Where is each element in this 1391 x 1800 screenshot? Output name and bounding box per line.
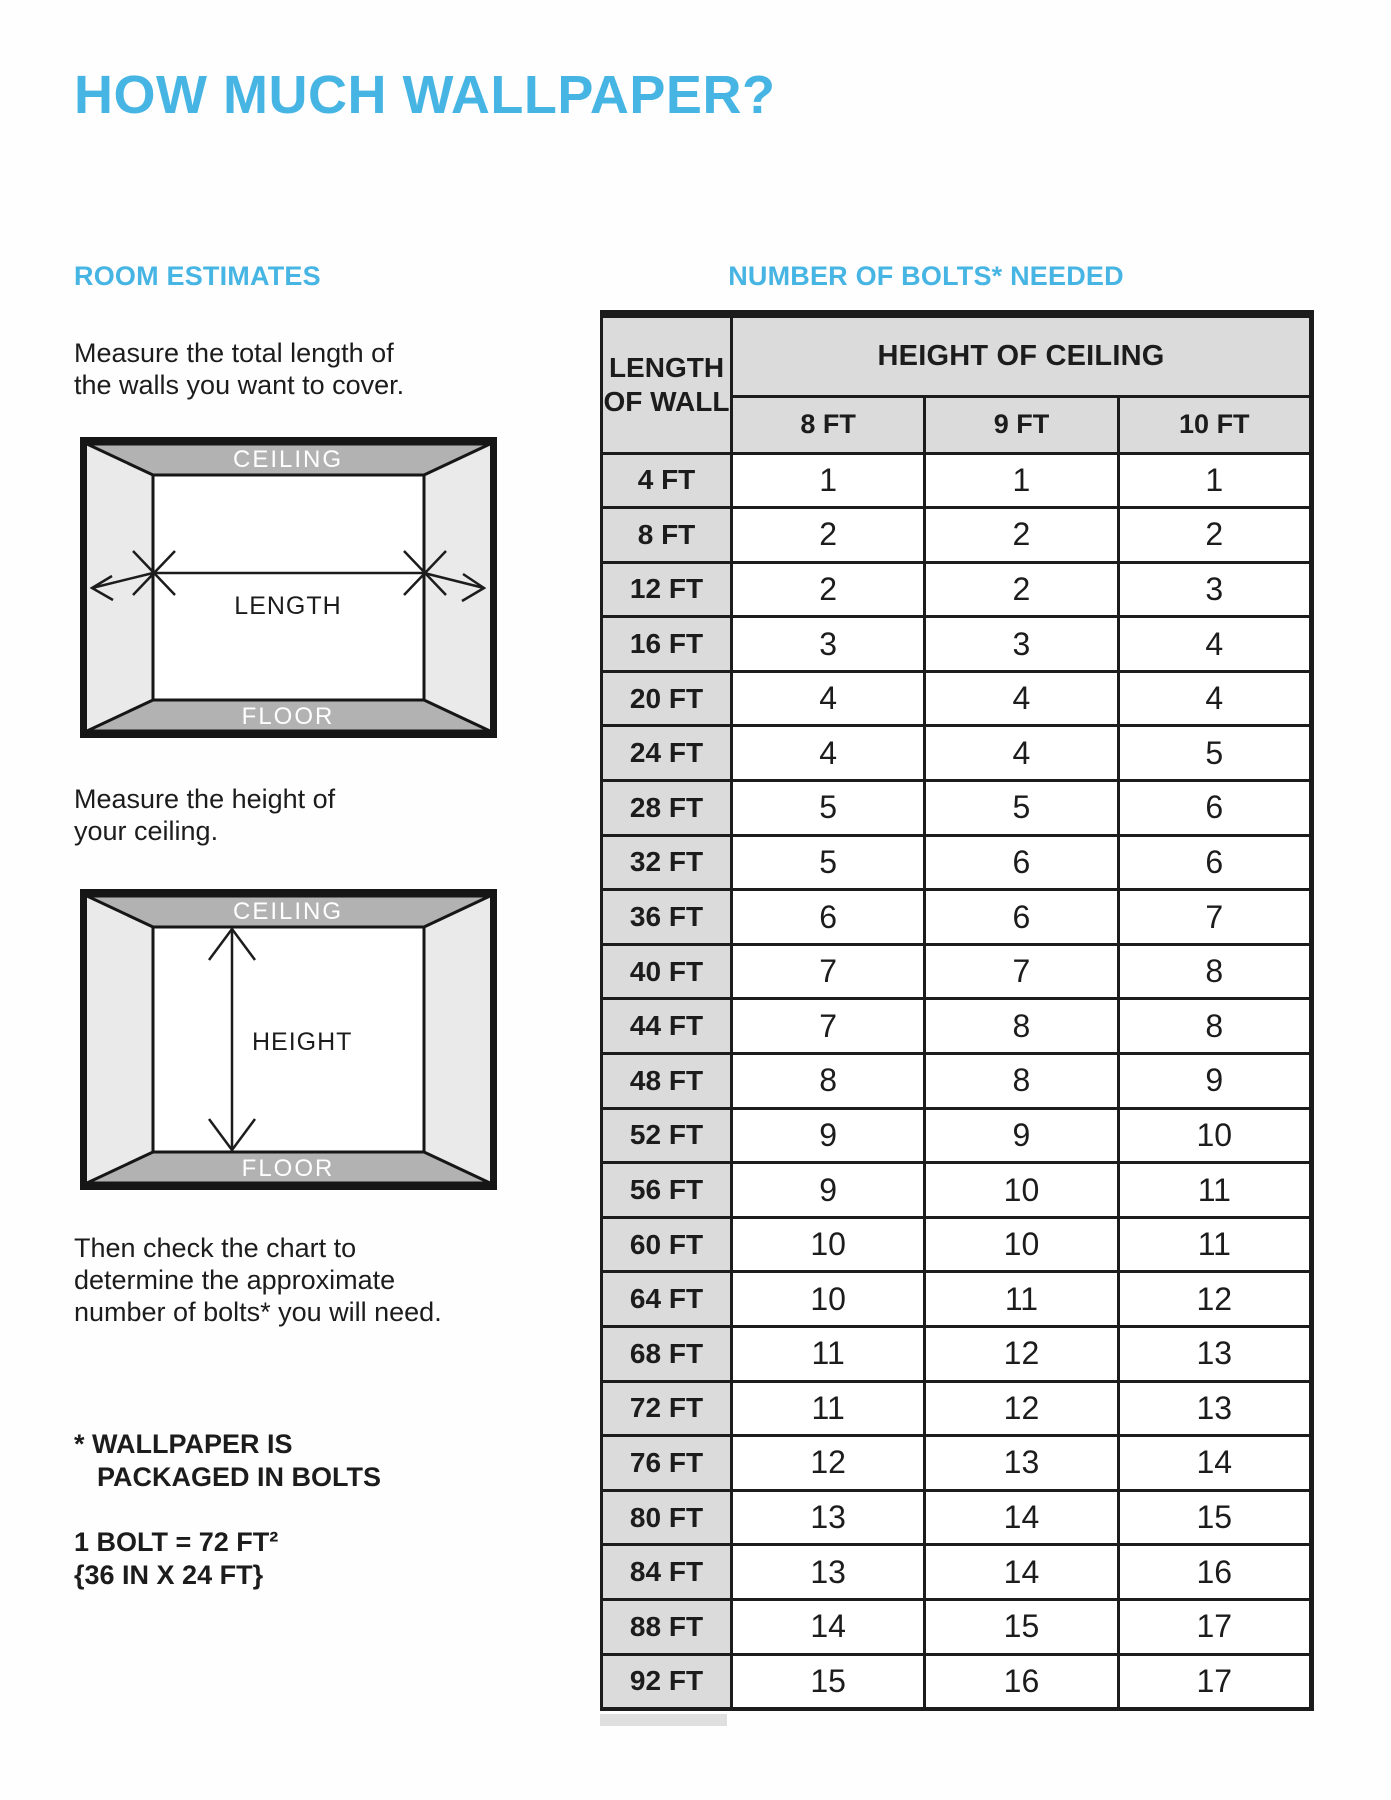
height-dimension-label: HEIGHT xyxy=(252,1028,353,1056)
table-row xyxy=(602,617,1312,672)
bolt-count-cell: 4 xyxy=(732,726,925,781)
row-length-label: 88 FT xyxy=(602,1599,732,1654)
row-length-label: 84 FT xyxy=(602,1545,732,1600)
table-row xyxy=(602,1163,1312,1218)
bolt-count-cell: 12 xyxy=(925,1381,1118,1436)
bolt-count-cell: 7 xyxy=(732,999,925,1054)
floor-label: FLOOR xyxy=(241,703,335,730)
table-row xyxy=(602,1654,1312,1709)
bolt-count-cell: 9 xyxy=(1118,1054,1311,1109)
bolt-count-cell: 4 xyxy=(925,726,1118,781)
bolt-count-cell: 12 xyxy=(732,1436,925,1491)
bolt-count-cell: 17 xyxy=(1118,1599,1311,1654)
bolt-count-cell: 13 xyxy=(925,1436,1118,1491)
table-row xyxy=(602,671,1312,726)
bolt-count-cell: 2 xyxy=(732,562,925,617)
table-row xyxy=(602,1599,1312,1654)
table-row xyxy=(602,453,1312,508)
row-length-label: 28 FT xyxy=(602,781,732,836)
column-header-8ft: 8 FT xyxy=(732,396,925,453)
table-row xyxy=(602,1381,1312,1436)
row-length-label: 36 FT xyxy=(602,890,732,945)
bolt-count-cell: 8 xyxy=(732,1054,925,1109)
table-row xyxy=(602,1108,1312,1163)
bolt-count-cell: 9 xyxy=(925,1108,1118,1163)
row-length-label: 16 FT xyxy=(602,617,732,672)
length-of-wall-header-line-1: LENGTH xyxy=(608,351,725,383)
row-length-label: 80 FT xyxy=(602,1490,732,1545)
bolt-count-cell: 11 xyxy=(925,1272,1118,1327)
table-row xyxy=(602,1272,1312,1327)
row-length-label: 60 FT xyxy=(602,1217,732,1272)
bolt-count-cell: 8 xyxy=(1118,999,1311,1054)
bolt-count-cell: 8 xyxy=(925,1054,1118,1109)
instruction-step-3 xyxy=(74,1232,442,1328)
footnote xyxy=(74,1428,381,1494)
table-row xyxy=(602,781,1312,836)
row-length-label: 56 FT xyxy=(602,1163,732,1218)
row-length-label: 8 FT xyxy=(602,508,732,563)
bolt-count-cell: 17 xyxy=(1118,1654,1311,1709)
bolt-count-cell: 1 xyxy=(732,453,925,508)
bolt-count-cell: 2 xyxy=(925,508,1118,563)
bolt-count-cell: 8 xyxy=(1118,944,1311,999)
bolt-count-cell: 8 xyxy=(925,999,1118,1054)
length-dimension-label: LENGTH xyxy=(234,592,342,620)
bolt-count-cell: 13 xyxy=(1118,1327,1311,1382)
bolt-count-cell: 2 xyxy=(925,562,1118,617)
column-header-10ft: 10 FT xyxy=(1118,396,1311,453)
bolt-count-cell: 11 xyxy=(732,1327,925,1382)
table-row xyxy=(602,835,1312,890)
row-length-label: 12 FT xyxy=(602,562,732,617)
table-row xyxy=(602,999,1312,1054)
bolt-count-cell: 13 xyxy=(732,1490,925,1545)
bolt-count-cell: 4 xyxy=(1118,671,1311,726)
bolt-count-cell: 3 xyxy=(925,617,1118,672)
row-length-label: 44 FT xyxy=(602,999,732,1054)
bolt-count-cell: 12 xyxy=(1118,1272,1311,1327)
row-length-label: 40 FT xyxy=(602,944,732,999)
table-row xyxy=(602,890,1312,945)
bolt-count-cell: 12 xyxy=(925,1327,1118,1382)
row-length-label: 20 FT xyxy=(602,671,732,726)
bolt-count-cell: 4 xyxy=(732,671,925,726)
instruction-step-2-line-1: Measure the height of xyxy=(74,784,336,814)
table-row xyxy=(602,726,1312,781)
floor-label: FLOOR xyxy=(241,1155,335,1182)
bolt-count-cell: 7 xyxy=(732,944,925,999)
bolt-count-cell: 10 xyxy=(732,1272,925,1327)
bolt-count-cell: 1 xyxy=(1118,453,1311,508)
height-of-ceiling-header: HEIGHT OF CEILING xyxy=(732,314,1312,396)
length-of-wall-header xyxy=(602,314,732,453)
bolt-count-cell: 7 xyxy=(925,944,1118,999)
bolt-count-cell: 6 xyxy=(925,835,1118,890)
bolt-count-cell: 2 xyxy=(732,508,925,563)
row-length-label: 64 FT xyxy=(602,1272,732,1327)
instruction-step-3-line-1: Then check the chart to xyxy=(74,1233,357,1263)
ceiling-label: CEILING xyxy=(232,446,344,473)
footnote-line-1: * WALLPAPER IS xyxy=(74,1429,293,1459)
bolt-count-cell: 10 xyxy=(1118,1108,1311,1163)
footnote-line-2: PACKAGED IN BOLTS xyxy=(97,1462,382,1492)
section-heading-room-estimates: ROOM ESTIMATES xyxy=(74,261,321,291)
bolt-count-cell: 7 xyxy=(1118,890,1311,945)
table-row xyxy=(602,1217,1312,1272)
bolt-count-cell: 4 xyxy=(925,671,1118,726)
row-length-label: 52 FT xyxy=(602,1108,732,1163)
bolt-count-cell: 5 xyxy=(1118,726,1311,781)
bolt-table xyxy=(600,310,1314,1711)
table-row xyxy=(602,1436,1312,1491)
row-length-label: 32 FT xyxy=(602,835,732,890)
row-length-label: 76 FT xyxy=(602,1436,732,1491)
row-length-label: 72 FT xyxy=(602,1381,732,1436)
row-length-label: 24 FT xyxy=(602,726,732,781)
instruction-step-3-line-2: determine the approximate xyxy=(74,1265,396,1295)
table-row xyxy=(602,1327,1312,1382)
row-length-label: 92 FT xyxy=(602,1654,732,1709)
instruction-step-1 xyxy=(74,337,404,401)
bolt-count-cell: 2 xyxy=(1118,508,1311,563)
bolt-definition-line-2: {36 IN X 24 FT} xyxy=(74,1560,264,1590)
table-row xyxy=(602,508,1312,563)
bolt-count-cell: 11 xyxy=(732,1381,925,1436)
bolt-count-cell: 16 xyxy=(1118,1545,1311,1600)
bolt-count-cell: 3 xyxy=(1118,562,1311,617)
bolt-count-cell: 10 xyxy=(732,1217,925,1272)
row-length-label: 4 FT xyxy=(602,453,732,508)
bolt-count-cell: 14 xyxy=(925,1490,1118,1545)
table-row xyxy=(602,1545,1312,1600)
bolt-count-cell: 10 xyxy=(925,1217,1118,1272)
bolt-definition xyxy=(74,1526,278,1592)
bolt-count-cell: 13 xyxy=(1118,1381,1311,1436)
instruction-step-1-line-2: the walls you want to cover. xyxy=(74,370,405,400)
length-of-wall-header-line-2: OF WALL xyxy=(603,385,730,417)
bolt-count-cell: 16 xyxy=(925,1654,1118,1709)
bolt-count-cell: 9 xyxy=(732,1108,925,1163)
bolt-count-cell: 9 xyxy=(732,1163,925,1218)
bolt-count-cell: 14 xyxy=(732,1599,925,1654)
bolt-count-cell: 15 xyxy=(1118,1490,1311,1545)
bolt-table-body xyxy=(602,453,1312,1709)
table-row xyxy=(602,562,1312,617)
table-row xyxy=(602,1490,1312,1545)
column-header-9ft: 9 FT xyxy=(925,396,1118,453)
ceiling-label: CEILING xyxy=(232,898,344,925)
table-row xyxy=(602,1054,1312,1109)
bolt-count-cell: 5 xyxy=(732,781,925,836)
bolt-count-cell: 1 xyxy=(925,453,1118,508)
bolt-count-cell: 14 xyxy=(1118,1436,1311,1491)
bolt-count-cell: 3 xyxy=(732,617,925,672)
bolt-count-cell: 5 xyxy=(732,835,925,890)
bolt-count-cell: 11 xyxy=(1118,1163,1311,1218)
bolt-count-cell: 15 xyxy=(925,1599,1118,1654)
section-heading-bolts-needed: NUMBER OF BOLTS* NEEDED xyxy=(728,261,1124,291)
instruction-step-1-line-1: Measure the total length of xyxy=(74,338,394,368)
bolt-count-cell: 14 xyxy=(925,1545,1118,1600)
bolt-table-container xyxy=(600,310,1310,1711)
bolt-count-cell: 6 xyxy=(1118,835,1311,890)
bolt-count-cell: 4 xyxy=(1118,617,1311,672)
instruction-step-3-line-3: number of bolts* you will need. xyxy=(74,1297,442,1327)
bolt-count-cell: 5 xyxy=(925,781,1118,836)
table-bottom-shadow xyxy=(600,1714,727,1726)
bolt-count-cell: 13 xyxy=(732,1545,925,1600)
bolt-definition-line-1: 1 BOLT = 72 FT² xyxy=(74,1527,279,1557)
bolt-count-cell: 10 xyxy=(925,1163,1118,1218)
instruction-step-2-line-2: your ceiling. xyxy=(74,816,219,846)
bolt-count-cell: 15 xyxy=(732,1654,925,1709)
bolt-count-cell: 11 xyxy=(1118,1217,1311,1272)
back-wall xyxy=(153,475,424,700)
page-title: HOW MUCH WALLPAPER? xyxy=(74,65,776,125)
row-length-label: 68 FT xyxy=(602,1327,732,1382)
bolt-count-cell: 6 xyxy=(925,890,1118,945)
bolt-count-cell: 6 xyxy=(732,890,925,945)
bolt-count-cell: 6 xyxy=(1118,781,1311,836)
room-height-diagram xyxy=(80,889,497,1190)
table-row xyxy=(602,944,1312,999)
row-length-label: 48 FT xyxy=(602,1054,732,1109)
room-length-diagram xyxy=(80,437,497,738)
instruction-step-2 xyxy=(74,783,335,847)
